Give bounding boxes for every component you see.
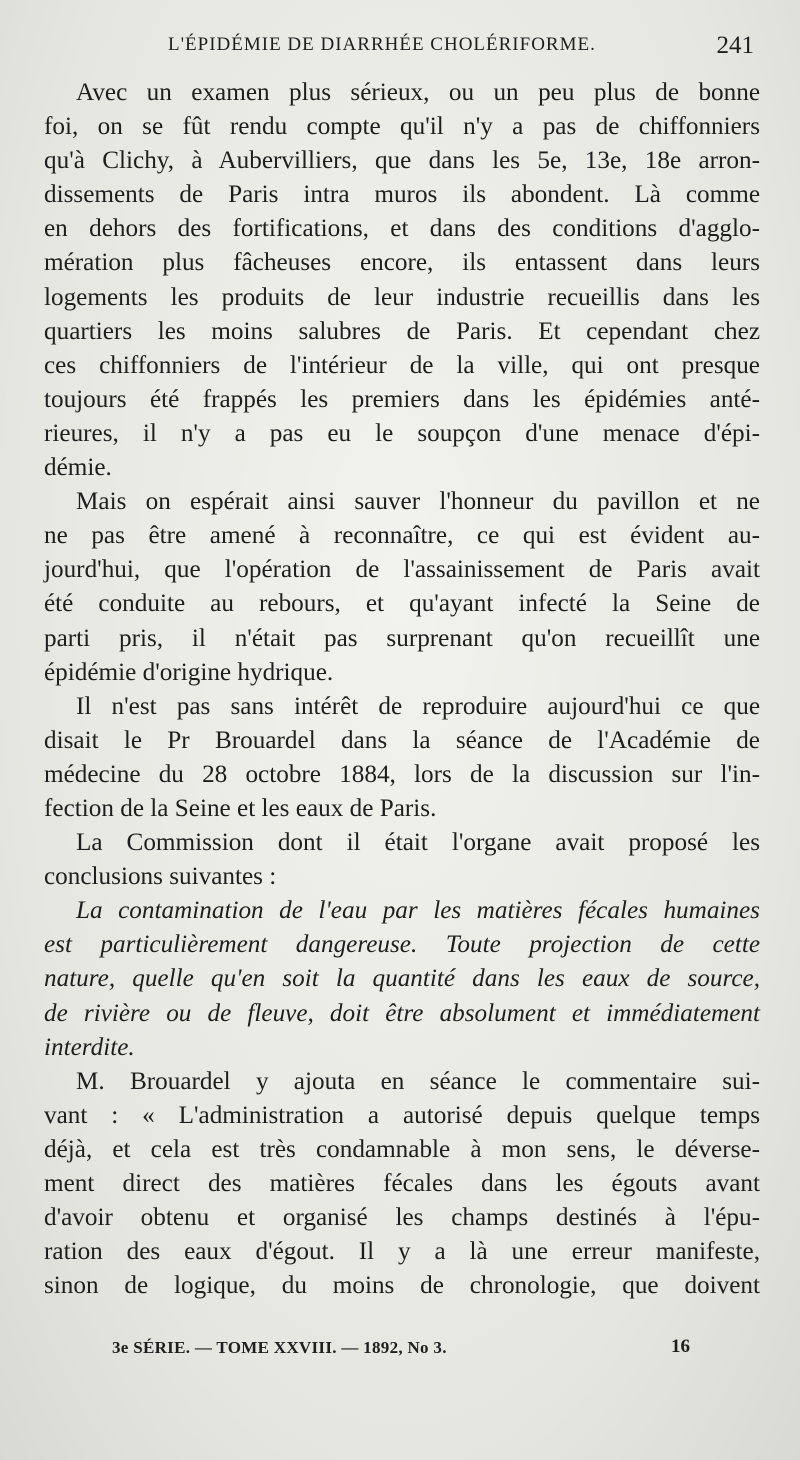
text-line: M. Brouardel y ajouta en séance le commentaire sui- xyxy=(76,1067,760,1095)
text-line: quartiers les moins salubres de Paris. Et cependant chez xyxy=(44,317,760,345)
text-line: disait le Pr Brouardel dans la séance de l'Académie de xyxy=(44,726,760,754)
text-line: de rivière ou de fleuve, doit être absolument et immédiatement xyxy=(44,999,760,1027)
text-line: ration des eaux d'égout. Il y a là une erreur manifeste, xyxy=(44,1238,760,1266)
text-line: parti pris, il n'était pas surprenant qu'on recueillît une xyxy=(44,624,760,652)
text-line: interdite. xyxy=(44,1033,135,1061)
text-line: fection de la Seine et les eaux de Paris. xyxy=(44,794,437,822)
text-line: La Commission dont il était l'organe avait proposé les xyxy=(76,829,760,857)
text-line: ne pas être amené à reconnaître, ce qui est évident au- xyxy=(44,522,760,550)
quoted-conclusion xyxy=(44,894,760,1064)
text-line: logements les produits de leur industrie recueillis dans les xyxy=(44,283,760,311)
text-line: Mais on espérait ainsi sauver l'honneur du pavillon et ne xyxy=(76,488,760,516)
body-text xyxy=(44,76,760,1303)
text-line: médecine du 28 octobre 1884, lors de la discussion sur l'in- xyxy=(44,760,760,788)
text-line: vant : « L'administration a autorisé depuis quelque temps xyxy=(44,1101,760,1129)
running-title: L'ÉPIDÉMIE DE DIARRHÉE CHOLÉRIFORME. xyxy=(168,34,596,55)
series-info: 3e SÉRIE. — TOME XXVIII. — 1892, No 3. xyxy=(112,1338,447,1357)
text-line: été conduite au rebours, et qu'ayant infecté la Seine de xyxy=(44,590,760,618)
text-line: qu'à Clichy, à Aubervilliers, que dans les 5e, 13e, 18e arron- xyxy=(44,147,760,175)
paragraph xyxy=(44,485,760,690)
text-line: ces chiffonniers de l'intérieur de la ville, qui ont presque xyxy=(44,351,760,379)
text-line: jourd'hui, que l'opération de l'assainissement de Paris avait xyxy=(44,556,760,584)
text-line: conclusions suivantes : xyxy=(44,863,277,891)
text-line: ment direct des matières fécales dans les égouts avant xyxy=(44,1170,760,1197)
text-line: en dehors des fortifications, et dans des conditions d'agglo- xyxy=(44,215,760,243)
paragraph xyxy=(44,1065,760,1304)
text-line: est particulièrement dangereuse. Toute projection de cette xyxy=(44,931,760,959)
paragraph xyxy=(44,76,760,485)
text-line: démie. xyxy=(44,454,112,482)
text-line: Avec un examen plus sérieux, ou un peu plus de bonne xyxy=(76,79,760,106)
text-line: sinon de logique, du moins de chronologie, que doivent xyxy=(44,1272,760,1300)
text-line: dissements de Paris intra muros ils abondent. Là comme xyxy=(44,181,760,209)
text-line: Il n'est pas sans intérêt de reproduire aujourd'hui ce que xyxy=(76,692,760,720)
text-line: déjà, et cela est très condamnable à mon sens, le déverse- xyxy=(44,1135,760,1163)
text-line: d'avoir obtenu et organisé les champs destinés à l'épu- xyxy=(44,1204,760,1232)
text-line: La contamination de l'eau par les matières fécales humaines xyxy=(76,897,760,925)
page-header xyxy=(108,34,754,64)
text-line: mération plus fâcheuses encore, ils entassent dans leurs xyxy=(44,249,760,277)
signature-mark: 16 xyxy=(671,1336,690,1357)
paragraph xyxy=(44,690,760,826)
text-line: épidémie d'origine hydrique. xyxy=(44,658,334,686)
text-line: foi, on se fût rendu compte qu'il n'y a pas de chiffonniers xyxy=(44,113,760,141)
page-number: 241 xyxy=(716,32,754,59)
paragraph xyxy=(44,826,760,894)
text-line: rieures, il n'y a pas eu le soupçon d'une menace d'épi- xyxy=(44,419,760,447)
text-line: nature, quelle qu'en soit la quantité dans les eaux de source, xyxy=(44,965,760,993)
text-line: toujours été frappés les premiers dans les épidémies anté- xyxy=(44,385,760,413)
